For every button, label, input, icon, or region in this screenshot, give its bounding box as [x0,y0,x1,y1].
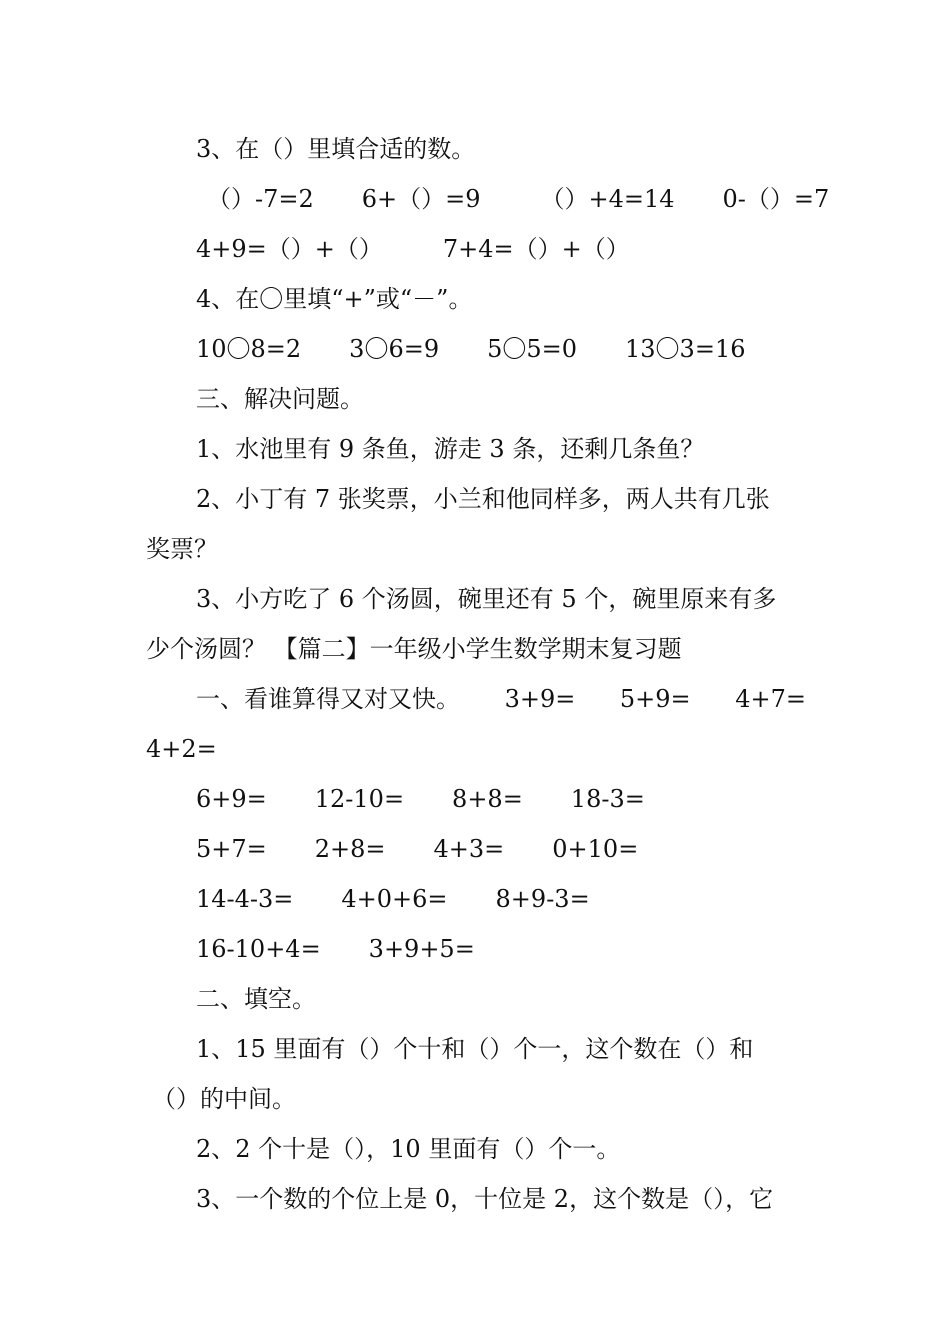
fill-question-2: 2、2 个十是（），10 里面有（）个一。 [196,1135,621,1163]
section-2-heading: 二、填空。 [196,985,316,1013]
word-problem-2-line-2: 奖票？ [146,535,218,563]
quick-calc-row-3: 5+7= 2+8= 4+3= 0+10= [196,835,639,863]
fill-question-1-line-2: （）的中间。 [152,1085,296,1113]
section-1-heading: 一、看谁算得又对又快。 [196,685,460,713]
quick-calc-row-1 [196,684,806,714]
quick-calc-row-2: 6+9= 12-10= 8+8= 18-3= [196,785,645,813]
question-3-heading: 3、在（）里填合适的数。 [196,135,476,163]
fill-blank-row-2: 4+9=（）+（） 7+4=（）+（） [196,235,630,263]
question-4-heading: 4、在〇里填“+”或“－”。 [196,285,473,313]
quick-calc-row-4: 14-4-3= 4+0+6= 8+9-3= [196,885,590,913]
calc-item: 5+9= [619,685,691,713]
fill-blank-row-1: （）-7=2 6+（）=9 （）+4=14 0-（）=7 [207,185,830,213]
fill-question-3: 3、一个数的个位上是 0，十位是 2，这个数是（），它 [196,1185,774,1213]
calc-item: 4+7= [735,685,806,713]
calc-item: 3+9= [504,685,576,713]
word-problem-1: 1、水池里有 9 条鱼，游走 3 条，还剩几条鱼？ [196,435,705,463]
word-problem-2-line-1: 2、小丁有 7 张奖票，小兰和他同样多，两人共有几张 [196,485,770,513]
fill-question-1-line-1: 1、15 里面有（）个十和（）个一，这个数在（）和 [196,1035,754,1063]
quick-calc-wrap: 4+2= [146,735,217,763]
word-problem-3-line-1: 3、小方吃了 6 个汤圆，碗里还有 5 个，碗里原来有多 [196,585,777,613]
quick-calc-row-5: 16-10+4= 3+9+5= [196,935,475,963]
word-problem-3-line-2: 少个汤圆？ 【篇二】一年级小学生数学期末复习题 [146,635,682,663]
operator-row: 10〇8=2 3〇6=9 5〇5=0 13〇3=16 [196,335,746,363]
section-3-heading: 三、解决问题。 [196,385,364,413]
